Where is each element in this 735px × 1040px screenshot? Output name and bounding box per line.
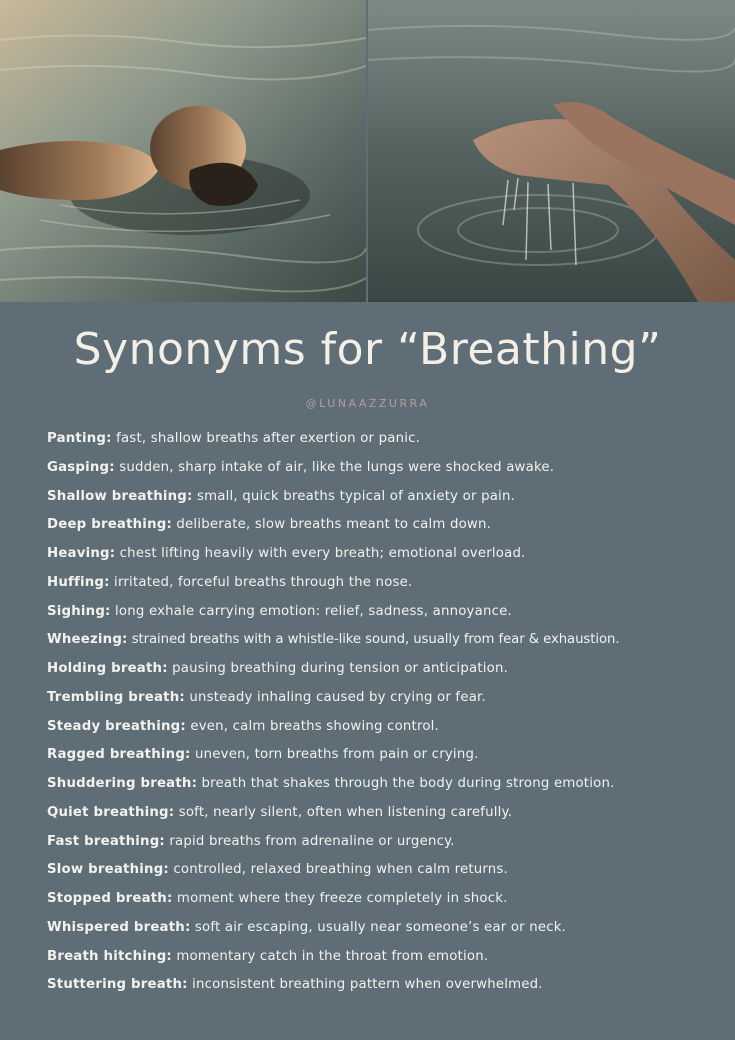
synonym-definition: momentary catch in the throat from emotion. <box>171 948 489 964</box>
synonym-term: Steady breathing: <box>47 718 186 734</box>
synonym-term: Whispered breath: <box>47 919 191 935</box>
list-item <box>47 832 727 861</box>
synonym-term: Stuttering breath: <box>47 977 188 993</box>
list-item <box>47 860 727 889</box>
synonym-definition: moment where they freeze completely in shock. <box>172 891 508 906</box>
synonym-definition: breath that shakes through the body during strong emotion. <box>197 776 615 791</box>
list-item <box>47 544 727 573</box>
synonym-definition: long exhale carrying emotion: relief, sadness, annoyance. <box>110 603 512 619</box>
synonym-definition: unsteady inhaling caused by crying or fear. <box>184 689 486 705</box>
synonym-term: Ragged breathing: <box>47 747 191 763</box>
synonym-term: Panting: <box>47 431 112 446</box>
page-title: Synonyms for “Breathing” <box>73 324 662 375</box>
list-item <box>47 947 727 976</box>
synonym-term: Stopped breath: <box>47 891 173 906</box>
synonym-definition: rapid breaths from adrenaline or urgency. <box>164 833 455 849</box>
synonym-definition: chest lifting heavily with every breath; emotional overload. <box>115 546 526 561</box>
synonym-term: Shallow breathing: <box>47 488 193 504</box>
synonym-definition: controlled, relaxed breathing when calm returns. <box>168 862 508 878</box>
synonym-definition: uneven, torn breaths from pain or crying. <box>190 747 479 763</box>
synonym-definition: fast, shallow breaths after exertion or panic. <box>111 431 421 446</box>
list-item <box>47 573 727 602</box>
list-item <box>47 889 727 918</box>
photo-woman-floating <box>0 0 366 302</box>
synonym-definition: even, calm breaths showing control. <box>185 718 439 734</box>
synonym-term: Trembling breath: <box>47 689 185 705</box>
list-item <box>47 458 727 487</box>
synonym-definition: deliberate, slow breaths meant to calm down. <box>171 517 492 533</box>
synonym-term: Fast breathing: <box>47 833 165 849</box>
synonym-term: Quiet breathing: <box>47 804 175 820</box>
list-item <box>47 745 727 774</box>
synonym-term: Sighing: <box>47 603 111 619</box>
synonym-definition: soft, nearly silent, often when listening carefully. <box>174 804 513 820</box>
synonym-definition: soft air escaping, usually near someone’s ear or neck. <box>190 919 567 935</box>
synonym-term: Heaving: <box>47 546 116 561</box>
synonym-list <box>47 429 727 1004</box>
synonym-term: Wheezing: <box>47 632 128 648</box>
list-item <box>47 688 727 717</box>
list-item <box>47 918 727 947</box>
photo-hands-water <box>368 0 735 302</box>
synonym-definition: pausing breathing during tension or anticipation. <box>167 661 509 676</box>
list-item <box>47 630 727 659</box>
synonym-term: Deep breathing: <box>47 517 172 533</box>
list-item <box>47 774 727 803</box>
synonym-definition: small, quick breaths typical of anxiety or pain. <box>192 488 516 504</box>
synonym-definition: strained breaths with a whistle-like sound, usually from fear & exhaustion. <box>127 632 620 648</box>
synonym-term: Breath hitching: <box>47 948 172 964</box>
list-item <box>47 975 727 1004</box>
synonym-definition: inconsistent breathing pattern when overwhelmed. <box>187 977 543 993</box>
synonym-term: Holding breath: <box>47 661 168 676</box>
list-item <box>47 659 727 688</box>
synonym-term: Huffing: <box>47 574 110 590</box>
list-item <box>47 803 727 832</box>
synonym-term: Shuddering breath: <box>47 776 198 791</box>
synonym-definition: irritated, forceful breaths through the nose. <box>109 574 413 590</box>
list-item <box>47 602 727 631</box>
list-item <box>47 487 727 516</box>
list-item <box>47 515 727 544</box>
author-handle: @LUNAAZZURRA <box>305 397 430 410</box>
list-item <box>47 717 727 746</box>
synonym-term: Gasping: <box>47 459 115 475</box>
synonym-definition: sudden, sharp intake of air, like the lungs were shocked awake. <box>114 459 555 475</box>
list-item <box>47 429 727 458</box>
header-photos <box>0 0 735 302</box>
synonym-term: Slow breathing: <box>47 862 169 878</box>
